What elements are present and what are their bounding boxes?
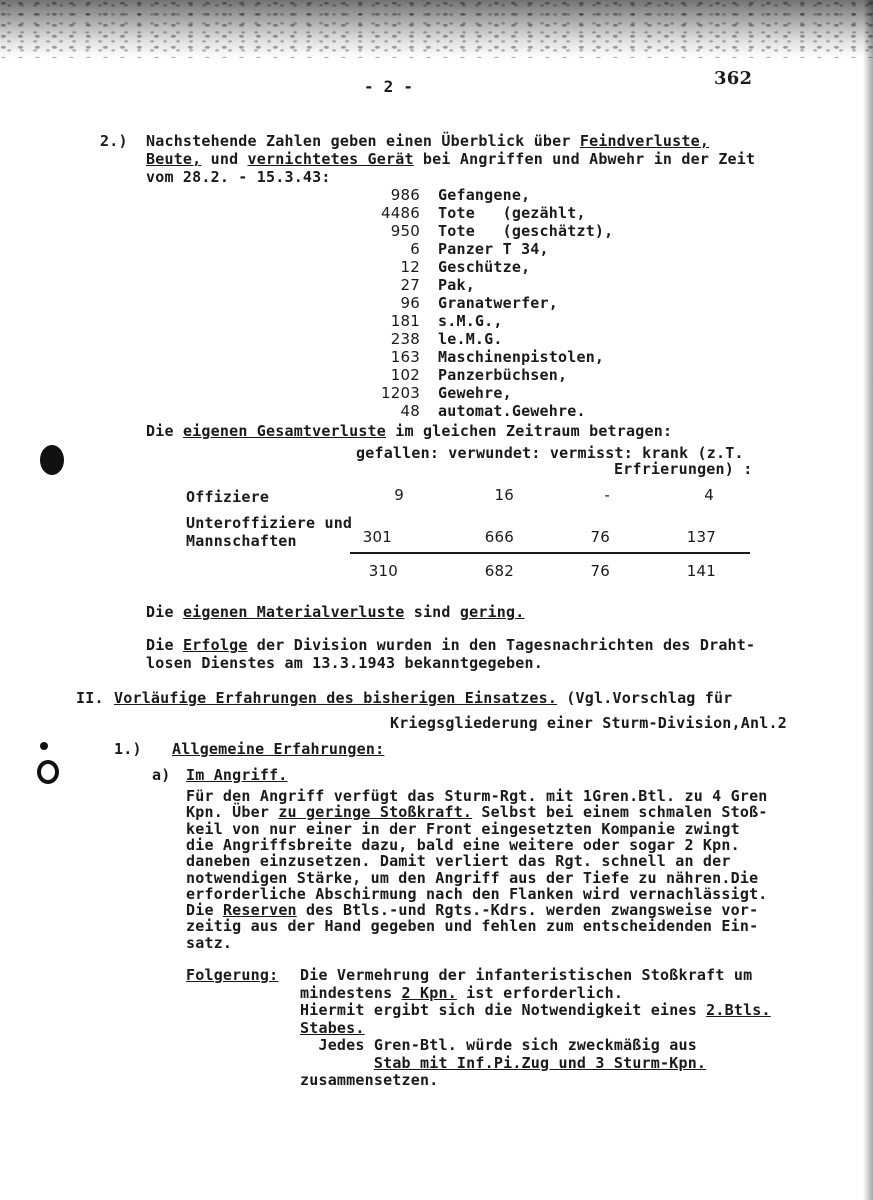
ink-blot <box>40 445 64 475</box>
loss-value: 12 <box>400 258 420 276</box>
text-segment: des Btls.-und Rgts.-Kdrs. werden zwangsweise vor- <box>296 901 759 920</box>
punch-hole-mark <box>40 742 48 750</box>
text-line <box>300 1001 771 1019</box>
text-line <box>186 803 768 821</box>
text-line <box>300 1036 697 1054</box>
text-segment: keil von nur einer in der Front eingesetzten Kompanie zwingt <box>186 819 740 838</box>
loss-label: Tote (geschätzt), <box>438 222 614 240</box>
table-cell: 137 <box>686 528 716 546</box>
sub-1-marker: 1.) <box>114 740 142 758</box>
loss-value: 986 <box>390 186 420 204</box>
scan-edge-right <box>863 0 873 1200</box>
material-losses: Die eigenen Materialverluste sind gering. <box>146 603 525 621</box>
text-line <box>300 1071 438 1089</box>
loss-value: 96 <box>400 294 420 312</box>
underlined-text: zu geringe Stoßkraft. <box>278 803 473 822</box>
text-line <box>300 984 623 1002</box>
loss-value: 102 <box>390 366 420 384</box>
table-cell: - <box>604 486 610 504</box>
table-cell: 16 <box>494 486 514 504</box>
text-segment: satz. <box>186 933 233 952</box>
loss-label: s.M.G., <box>438 312 503 330</box>
section-ii-title-line-2: Kriegsgliederung einer Sturm-Division,Anl.2 <box>390 714 787 732</box>
text-segment: Hiermit ergibt sich die Notwendigkeit eines <box>300 1001 707 1019</box>
text-line <box>300 966 752 984</box>
loss-value: 1203 <box>381 384 420 402</box>
page-number: - 2 - <box>364 77 414 96</box>
loss-label: automat.Gewehre. <box>438 402 586 420</box>
row-label-officers: Offiziere <box>186 488 270 506</box>
table-total-rule <box>350 552 750 554</box>
table-cell: 9 <box>394 486 404 504</box>
loss-value: 163 <box>390 348 420 366</box>
text-segment: notwendigen Stärke, um den Angriff aus der Tiefe zu nähren.Die <box>186 868 759 887</box>
text-segment: Die Vermehrung der infanteristischen Stoßkraft um <box>300 966 753 984</box>
text-segment: zeitig aus der Hand gegeben und fehlen zum entscheidenden Ein- <box>186 917 759 936</box>
underlined-text: 2.Btls. <box>706 1001 771 1019</box>
losses-table-header: gefallen: verwundet: vermisst: krank (z.T. <box>356 444 744 462</box>
text-segment: Jedes Gren-Btl. würde sich zweckmäßig aus <box>300 1036 697 1054</box>
text-segment: erforderliche Abschirmung nach den Flanken wird vernachlässigt. <box>186 884 768 903</box>
loss-label: Geschütze, <box>438 258 531 276</box>
text-line <box>186 820 740 838</box>
intro-line-3: vom 28.2. - 15.3.43: <box>146 168 331 186</box>
loss-value: 6 <box>410 240 420 258</box>
text-line <box>186 836 740 854</box>
text-segment: Kpn. Über <box>186 803 279 822</box>
text-line <box>186 901 758 919</box>
total-cell: 141 <box>686 562 716 580</box>
sub-a-marker: a) <box>152 766 171 784</box>
sub-1-title: Allgemeine Erfahrungen: <box>172 740 385 758</box>
loss-value: 4486 <box>381 204 420 222</box>
loss-value: 48 <box>400 402 420 420</box>
intro-line-2: Beute, und vernichtetes Gerät bei Angriffen und Abwehr in der Zeit <box>146 150 756 168</box>
table-cell: 301 <box>362 528 392 546</box>
loss-label: Granatwerfer, <box>438 294 558 312</box>
intro-line-1: Nachstehende Zahlen geben einen Überblick über Feindverluste, <box>146 132 710 150</box>
erfolge-line-2: losen Dienstes am 13.3.1943 bekanntgegeben. <box>146 654 543 672</box>
table-cell: 666 <box>484 528 514 546</box>
folgerung-label: Folgerung: <box>186 966 279 984</box>
underlined-text: Stabes. <box>300 1018 365 1037</box>
text-line <box>186 885 768 903</box>
text-segment: Die <box>186 901 223 920</box>
total-cell: 76 <box>590 562 610 580</box>
text-line <box>300 1019 365 1037</box>
text-segment: daneben einzusetzen. Damit verliert das Rgt. schnell an der <box>186 852 731 871</box>
loss-value: 181 <box>390 312 420 330</box>
table-cell: 4 <box>704 486 714 504</box>
text-segment: die Angriffsbreite dazu, bald eine weitere oder sogar 2 Kpn. <box>186 835 740 854</box>
erfolge-line-1: Die Erfolge der Division wurden in den Tagesnachrichten des Draht- <box>146 636 756 654</box>
loss-label: Tote (gezählt, <box>438 204 586 222</box>
underlined-text: 2 Kpn. <box>401 983 457 1002</box>
loss-label: Gewehre, <box>438 384 512 402</box>
row-label-nco-1: Unteroffiziere und <box>186 514 353 532</box>
text-segment <box>300 1054 374 1072</box>
text-segment: ist erforderlich. <box>456 983 624 1002</box>
text-segment: Für den Angriff verfügt das Sturm-Rgt. mit 1Gren.Btl. zu 4 Gren <box>186 787 768 805</box>
loss-value: 27 <box>400 276 420 294</box>
loss-label: Gefangene, <box>438 186 531 204</box>
loss-label: Pak, <box>438 276 475 294</box>
loss-value: 238 <box>390 330 420 348</box>
text-segment: Selbst bei einem schmalen Stoß- <box>472 803 768 822</box>
loss-value: 950 <box>390 222 420 240</box>
loss-label: Panzerbüchsen, <box>438 366 568 384</box>
text-line <box>186 852 731 870</box>
sub-a-title: Im Angriff. <box>186 766 288 784</box>
total-cell: 682 <box>484 562 514 580</box>
loss-label: Maschinenpistolen, <box>438 348 605 366</box>
section-2-marker: 2.) <box>100 132 128 150</box>
text-line <box>186 934 232 952</box>
section-ii-marker: II. <box>76 689 104 707</box>
text-line <box>300 1054 706 1072</box>
underlined-text: Stab mit Inf.Pi.Zug und 3 Sturm-Kpn. <box>373 1053 707 1072</box>
text-segment: mindestens <box>300 983 402 1002</box>
text-line <box>186 917 758 935</box>
table-cell: 76 <box>590 528 610 546</box>
text-segment: zusammensetzen. <box>300 1071 439 1089</box>
loss-label: Panzer T 34, <box>438 240 549 258</box>
own-losses-intro: Die eigenen Gesamtverluste im gleichen Zeitraum betragen: <box>146 422 673 440</box>
total-cell: 310 <box>368 562 398 580</box>
handwritten-reference: 362 <box>714 68 753 89</box>
losses-table-header-2: Erfrierungen) : <box>614 460 753 478</box>
section-ii-title: Vorläufige Erfahrungen des bisherigen Einsatzes. (Vgl.Vorschlag für <box>114 689 733 707</box>
text-line <box>186 869 758 887</box>
punch-hole <box>37 760 59 784</box>
scan-edge-top <box>0 0 873 58</box>
row-label-nco-2: Mannschaften <box>186 532 297 550</box>
loss-label: le.M.G. <box>438 330 503 348</box>
underlined-text: Reserven <box>222 901 297 920</box>
